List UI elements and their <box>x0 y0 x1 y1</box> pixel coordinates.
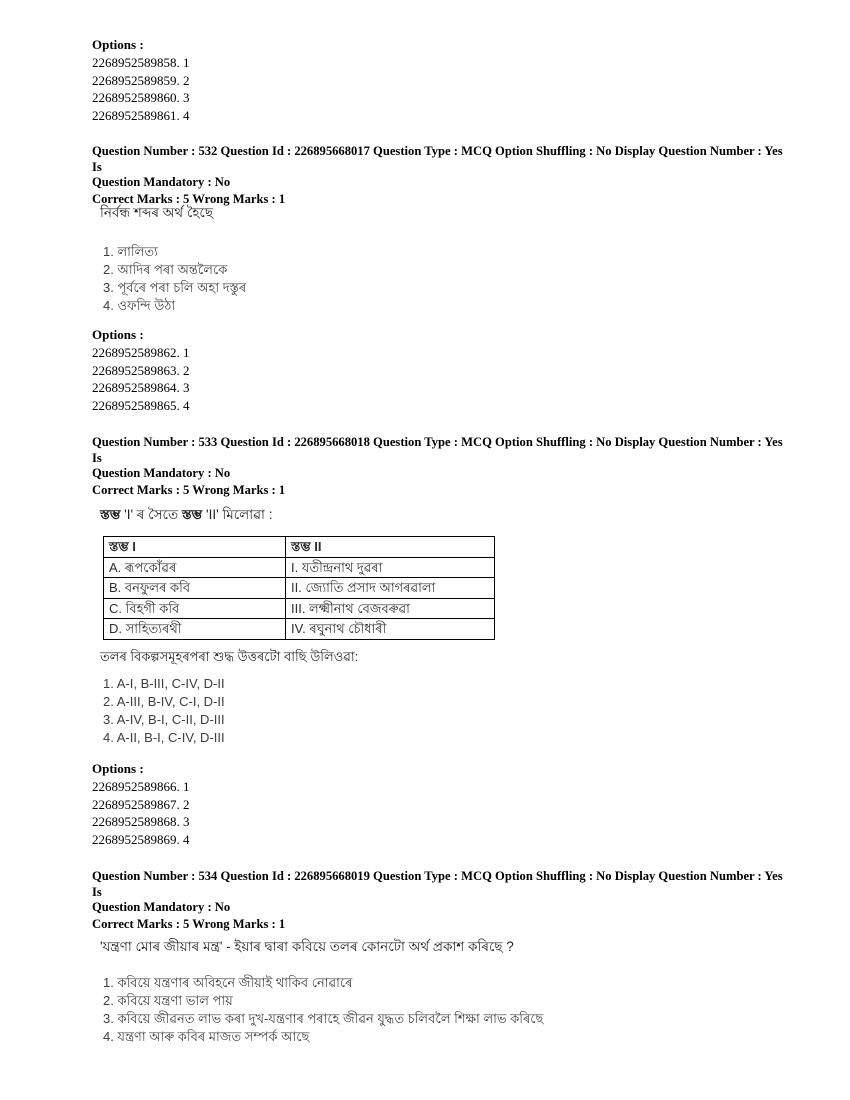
options-label: Options : <box>92 37 144 52</box>
table-row <box>104 619 495 640</box>
choice-item: 2. A-III, B-IV, C-I, D-II <box>103 693 225 709</box>
table-row <box>104 557 495 578</box>
match-prompt-col1-word: স্তম্ভ <box>100 507 121 522</box>
table-cell: B. বনফুলৰ কবি <box>104 578 286 599</box>
question-534-header <box>92 869 792 932</box>
choice-item: 4. যন্ত্ৰণা আৰু কবিৰ মাজত সম্পৰ্ক আছে <box>103 1029 310 1044</box>
choice-list <box>103 675 495 747</box>
option-id-row: 2268952589860. 3 <box>92 90 190 106</box>
option-id-row: 2268952589866. 1 <box>92 778 190 794</box>
option-id-row: 2268952589864. 3 <box>92 380 190 396</box>
option-id-row: 2268952589859. 2 <box>92 72 190 88</box>
choice-item: 3. A-IV, B-I, C-II, D-III <box>103 711 225 727</box>
marks-line: Correct Marks : 5 Wrong Marks : 1 <box>92 191 286 206</box>
choice-item: 4. ওফন্দি উঠা <box>103 298 176 313</box>
choice-list <box>103 243 246 315</box>
question-533-options-block <box>92 760 190 849</box>
question-532-header <box>92 144 792 207</box>
choice-list <box>103 974 543 1046</box>
table-row <box>104 578 495 599</box>
question-mandatory-text: Question Mandatory : No <box>92 466 231 480</box>
question-533-header <box>92 435 792 498</box>
choice-item: 3. কবিয়ে জীৱনত লাভ কৰা দুখ-যন্ত্ৰণাৰ পৰাহে জীৱন যুদ্ধত চলিবলৈ শিক্ষা লাভ কৰিছে <box>103 1011 544 1026</box>
question-meta-text: Question Number : 532 Question Id : 226895668017 Question Type : MCQ Option Shuffling : No Display Question Number : Yes Is <box>92 144 783 174</box>
option-id-row: 2268952589868. 3 <box>92 814 190 830</box>
question-533-body <box>92 506 495 747</box>
table-row <box>104 598 495 619</box>
option-id-row: 2268952589858. 1 <box>92 54 190 70</box>
question-meta-text: Question Number : 534 Question Id : 226895668019 Question Type : MCQ Option Shuffling : No Display Question Number : Yes Is <box>92 869 783 899</box>
choice-item: 2. আদিৰ পৰা অন্তলৈকে <box>103 262 228 277</box>
option-id-row: 2268952589861. 4 <box>92 108 190 124</box>
question-mandatory-text: Question Mandatory : No <box>92 175 231 189</box>
marks-line: Correct Marks : 5 Wrong Marks : 1 <box>92 482 286 497</box>
match-prompt-text: 'II' মিলোৱা : <box>202 507 273 522</box>
options-label: Options : <box>92 327 144 342</box>
choice-item: 4. A-II, B-I, C-IV, D-III <box>103 729 225 745</box>
question-text: নিৰ্বন্ধ শব্দৰ অৰ্থ হৈছে <box>100 205 214 220</box>
choose-correct-instruction: তলৰ বিকল্পসমূহৰপৰা শুদ্ধ উত্তৰটো বাছি উলিওৱা: <box>100 648 359 664</box>
table-cell: A. ৰূপকোঁৱৰ <box>104 557 286 578</box>
option-id-row: 2268952589862. 1 <box>92 344 190 360</box>
choice-item: 1. কবিয়ে যন্ত্ৰণাৰ অবিহনে জীয়াই থাকিব নোৱাৰে <box>103 975 353 990</box>
question-meta-line <box>92 869 792 916</box>
choice-item: 3. পূৰ্বৰে পৰা চলি অহা দস্তুৰ <box>103 280 247 295</box>
option-id-row: 2268952589863. 2 <box>92 362 190 378</box>
table-cell: D. সাহিত্যৰথী <box>104 619 286 640</box>
table-cell: II. জ্যোতি প্ৰসাদ আগৰৱালা <box>286 578 495 599</box>
table-header-col2: স্তম্ভ II <box>286 537 495 558</box>
options-label: Options : <box>92 761 144 776</box>
table-cell: I. যতীন্দ্ৰনাথ দুৱৰা <box>286 557 495 578</box>
question-meta-text: Question Number : 533 Question Id : 226895668018 Question Type : MCQ Option Shuffling : No Display Question Number : Yes Is <box>92 435 783 465</box>
prev-question-options-block <box>92 36 190 125</box>
table-header-col1: স্তম্ভ I <box>104 537 286 558</box>
option-id-row: 2268952589869. 4 <box>92 832 190 848</box>
table-cell: C. বিহগী কবি <box>104 598 286 619</box>
question-mandatory-text: Question Mandatory : No <box>92 900 231 914</box>
question-532-body <box>92 204 246 315</box>
match-prompt <box>100 506 495 524</box>
table-cell: III. লক্ষ্মীনাথ বেজবৰুৱা <box>286 598 495 619</box>
choice-item: 1. লালিত্য <box>103 244 158 259</box>
match-prompt-col2-word: স্তম্ভ <box>181 507 203 522</box>
question-meta-line <box>92 435 792 482</box>
question-534-body <box>92 938 543 1046</box>
question-532-options-block <box>92 326 190 415</box>
marks-line: Correct Marks : 5 Wrong Marks : 1 <box>92 916 286 931</box>
option-id-row: 2268952589867. 2 <box>92 796 190 812</box>
table-cell: IV. ৰঘুনাথ চৌধাৰী <box>286 619 495 640</box>
option-id-row: 2268952589865. 4 <box>92 398 190 414</box>
choice-item: 1. A-I, B-III, C-IV, D-II <box>103 675 225 691</box>
match-prompt-text: 'I' ৰ সৈতে <box>120 507 182 522</box>
match-table <box>103 536 495 640</box>
question-text: 'যন্ত্ৰণা মোৰ জীয়াৰ মন্ত্ৰ' - ইয়াৰ দ্বাৰা কবিয়ে তলৰ কোনটো অৰ্থ প্ৰকাশ কৰিছে ? <box>100 939 514 954</box>
choice-item: 2. কবিয়ে যন্ত্ৰণা ভাল পায় <box>103 993 233 1008</box>
question-meta-line <box>92 144 792 191</box>
table-header-row <box>104 537 495 558</box>
